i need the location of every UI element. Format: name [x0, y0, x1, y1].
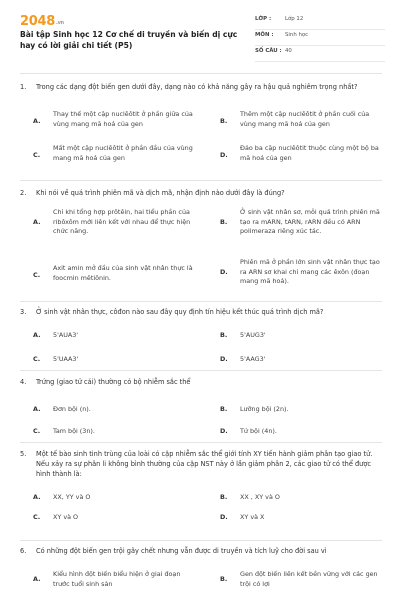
option-letter: B.: [220, 117, 228, 125]
option-text: XY và X: [240, 513, 265, 521]
options: [20, 202, 382, 302]
divider: [20, 540, 382, 541]
option-letter: A.: [33, 331, 41, 339]
option-letter: C.: [33, 427, 41, 435]
question-text: Khi nói về quá trình phiên mã và dịch mã, nhận định nào dưới đây là đúng?: [36, 189, 285, 197]
option-text: Tứ bội (4n).: [240, 427, 277, 435]
meta-row-grade: [255, 14, 385, 30]
option-text: XY và O: [53, 513, 79, 521]
option-text: XX , XY và O: [240, 493, 280, 501]
option-letter: D.: [220, 151, 228, 159]
option-text: Tam bội (3n).: [53, 427, 95, 435]
question-5: [20, 449, 382, 527]
meta-value: 40: [285, 48, 292, 54]
options: [20, 483, 382, 527]
option-letter: B.: [220, 575, 228, 583]
option-letter: B.: [220, 331, 228, 339]
option-text: Phiên mã ở phần lớn sinh vật nhân thực tạo ra ARN sơ khai chỉ mang các êxôn (đoạn mang mã hoá).: [240, 258, 380, 285]
site-logo[interactable]: $2048_{.vn}$: [20, 14, 64, 29]
document-title: Bài tập Sinh học 12 Cơ chế di truyền và biến dị cực hay có lời giải chi tiết (P5): [20, 30, 238, 50]
options: [20, 391, 382, 441]
question-stem: [20, 307, 382, 317]
option-letter: D.: [220, 513, 228, 521]
meta-value: Lớp 12: [285, 16, 304, 22]
option-letter: B.: [220, 493, 228, 501]
meta-row-count: [255, 46, 385, 62]
question-text: Trong các dạng đột biến gen dưới đây, dạng nào có khả năng gây ra hậu quả nghiêm trọng nhất?: [36, 83, 358, 91]
options: [20, 560, 382, 590]
divider: [20, 180, 382, 181]
question-stem: [20, 449, 382, 479]
meta-label: MÔN :: [255, 32, 274, 38]
option-text: XX, YY và O: [53, 493, 91, 501]
question-text: Trứng (giao tử cái) thường có bộ nhiễm sắc thể: [36, 378, 191, 386]
options: [20, 321, 382, 369]
question-text: Một tế bào sinh tinh trùng của loài có cặp nhiễm sắc thể giới tính XY tiến hành giảm phân tạo giao tử. Nếu xảy ra sự phân li không bình thường của cặp NST này ở lần giảm phân 2, các giao tử có thể được hình thành là:: [36, 450, 373, 478]
meta-label: LỚP :: [255, 16, 272, 22]
option-letter: A.: [33, 575, 41, 583]
option-text: Thêm một cặp nuclêôtit ở phần cuối của vùng mang mã hoá của gen: [240, 110, 370, 128]
meta-value: Sinh học: [285, 32, 309, 38]
option-letter: D.: [220, 268, 228, 276]
question-stem: [20, 82, 382, 92]
option-letter: B.: [220, 218, 228, 226]
divider: [20, 442, 382, 443]
question-number: 4.: [20, 378, 27, 386]
option-text: Axit amin mở đầu của sinh vật nhân thực là foocmin mêtiônin.: [53, 264, 193, 282]
option-text: Đảo ba cặp nuclêôtit thuộc cùng một bộ ba mã hoá của gen: [240, 144, 379, 162]
option-letter: C.: [33, 513, 41, 521]
option-text: 5'AUG3': [240, 331, 266, 339]
option-letter: A.: [33, 218, 41, 226]
option-letter: C.: [33, 151, 41, 159]
option-text: Chỉ khi tổng hợp prôtêin, hai tiểu phần của ribôxôm mới liên kết với nhau để thực hiện chức năng.: [53, 208, 191, 235]
question-number: 1.: [20, 83, 27, 91]
question-stem: [20, 188, 382, 198]
option-text: 5'UAA3': [53, 355, 79, 363]
question-number: 2.: [20, 189, 27, 197]
question-2: [20, 188, 382, 302]
document-meta: [255, 14, 385, 62]
option-letter: A.: [33, 493, 41, 501]
option-text: Thay thế một cặp nuclêôtit ở phần giữa của vùng mang mã hoá của gen: [53, 110, 193, 128]
option-letter: A.: [33, 405, 41, 413]
question-number: 6.: [20, 547, 27, 555]
option-letter: D.: [220, 355, 228, 363]
question-4: [20, 377, 382, 441]
option-letter: C.: [33, 355, 41, 363]
option-text: Gen đột biến liên kết bền vững với các gen trội có lợi: [240, 570, 378, 588]
option-text: Mất một cặp nuclêôtit ở phần đầu của vùng mang mã hoá của gen: [53, 144, 193, 162]
question-text: Có những đột biến gen trội gây chết nhưng vẫn được di truyền và tích luỹ cho đời sau vì: [36, 547, 327, 555]
document-header: [0, 0, 400, 68]
option-letter: A.: [33, 117, 41, 125]
meta-label: SỐ CÂU :: [255, 48, 282, 54]
option-text: Ở sinh vật nhân sơ, mỗi quá trình phiên mã tạo ra mARN, tARN, rARN đều có ARN polimeraza riêng xúc tác.: [240, 208, 380, 235]
meta-row-subject: [255, 30, 385, 46]
question-3: [20, 307, 382, 369]
option-letter: C.: [33, 271, 41, 279]
question-text: Ở sinh vật nhân thực, côđon nào sau đây quy định tín hiệu kết thúc quá trình dịch mã?: [36, 308, 324, 316]
option-letter: B.: [220, 405, 228, 413]
question-number: 3.: [20, 308, 27, 316]
question-stem: [20, 546, 382, 556]
option-text: Đơn bội (n).: [53, 405, 91, 413]
question-stem: [20, 377, 382, 387]
divider: [20, 370, 382, 371]
question-1: [20, 82, 382, 166]
question-6: [20, 546, 382, 590]
option-letter: D.: [220, 427, 228, 435]
option-text: 5'AAG3': [240, 355, 266, 363]
option-text: 5'AUA3': [53, 331, 79, 339]
question-number: 5.: [20, 450, 27, 458]
option-text: Lưỡng bội (2n).: [240, 405, 289, 413]
divider: [20, 301, 382, 302]
option-text: Kiểu hình đột biến biểu hiện ở giai đoạn trước tuổi sinh sản: [53, 570, 181, 588]
options: [20, 96, 382, 166]
divider: [20, 73, 382, 74]
